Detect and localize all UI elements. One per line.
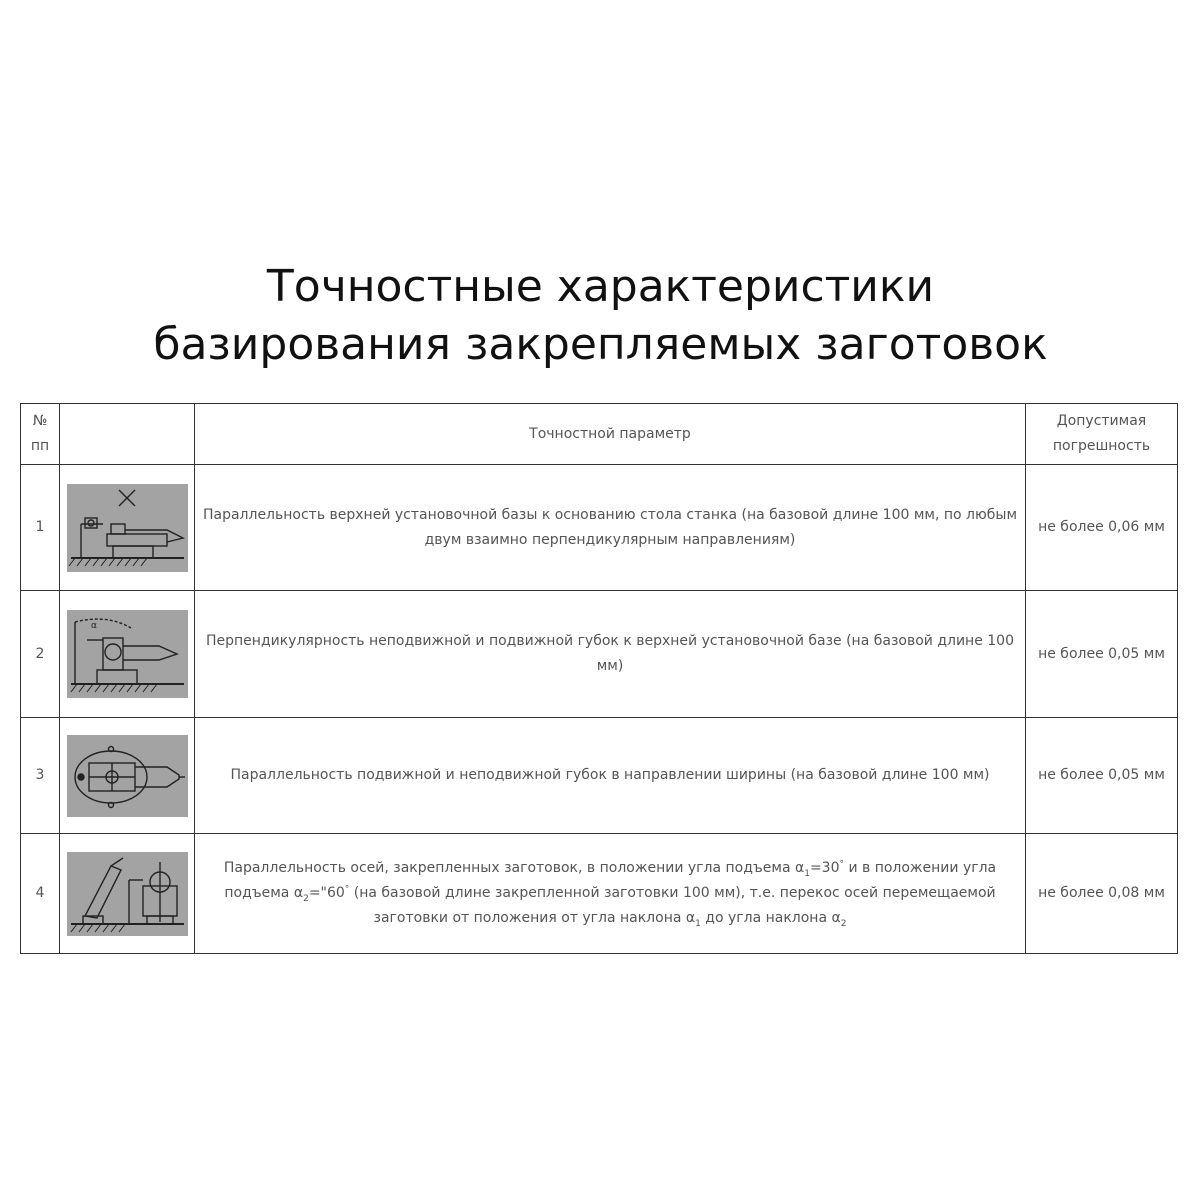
parameter-text: Параллельность подвижной и неподвижной губок в направлении ширины (на базовой длине 100 мм) bbox=[230, 767, 990, 783]
jaw-parallelism-top-view-sketch bbox=[67, 735, 188, 817]
parameter-text bbox=[223, 859, 997, 929]
illustration-cell bbox=[60, 834, 195, 954]
tolerance-cell: не более 0,08 мм bbox=[1026, 834, 1178, 954]
page-title bbox=[0, 258, 1201, 374]
header-tolerance-line-2: погрешность bbox=[1052, 438, 1151, 454]
row-number: 3 bbox=[21, 718, 60, 834]
parameter-text-part: Параллельность осей, закрепленных заготовок, в положении угла подъема α bbox=[223, 860, 805, 876]
degree-symbol: ° bbox=[344, 884, 350, 895]
parameter-text-part: и в положении угла подъема α bbox=[224, 860, 997, 901]
subscript-index: 2 bbox=[840, 918, 847, 929]
parameter-text-part: ="60 bbox=[308, 885, 345, 901]
tolerance-cell: не более 0,05 мм bbox=[1026, 718, 1178, 834]
header-illustration bbox=[60, 404, 195, 465]
svg-text:α: α bbox=[90, 621, 97, 631]
header-parameter: Точностной параметр bbox=[195, 404, 1026, 465]
row-number: 4 bbox=[21, 834, 60, 954]
subscript-index: 1 bbox=[804, 868, 810, 879]
parameter-cell bbox=[195, 465, 1026, 591]
parameter-cell bbox=[195, 834, 1026, 954]
parameter-cell bbox=[195, 591, 1026, 718]
table-row bbox=[21, 591, 1178, 718]
parameter-text-part: до угла наклона α bbox=[700, 910, 841, 926]
table-row bbox=[21, 465, 1178, 591]
header-number-line-1: № bbox=[32, 413, 48, 429]
tolerance-cell: не более 0,05 мм bbox=[1026, 591, 1178, 718]
parameter-text-part: (на базовой длине закрепленной заготовки 100 мм), т.е. перекос осей перемещаемой заготовки от положения от угла наклона α bbox=[349, 885, 996, 926]
page-title-line-1: Точностные характеристики bbox=[266, 261, 935, 312]
header-tolerance bbox=[1026, 404, 1178, 465]
jaw-perpendicularity-sketch bbox=[67, 610, 188, 698]
illustration-cell bbox=[60, 718, 195, 834]
accuracy-specification-table bbox=[20, 403, 1178, 954]
parameter-text-part: =30 bbox=[809, 860, 840, 876]
row-number: 1 bbox=[21, 465, 60, 591]
subscript-index: 1 bbox=[695, 918, 701, 929]
table-row bbox=[21, 834, 1178, 954]
table-header-row bbox=[21, 404, 1178, 465]
header-number bbox=[21, 404, 60, 465]
parameter-cell bbox=[195, 718, 1026, 834]
vise-base-parallelism-sketch bbox=[67, 484, 188, 572]
header-tolerance-line-1: Допустимая bbox=[1056, 413, 1147, 429]
table-row bbox=[21, 718, 1178, 834]
tolerance-cell: не более 0,06 мм bbox=[1026, 465, 1178, 591]
subscript-index: 2 bbox=[303, 893, 309, 904]
illustration-cell bbox=[60, 591, 195, 718]
tilted-axis-parallelism-sketch bbox=[67, 852, 188, 936]
parameter-text: Перпендикулярность неподвижной и подвижной губок к верхней установочной базе (на базовой длине 100 мм) bbox=[206, 633, 1014, 674]
header-number-line-2: пп bbox=[30, 438, 50, 454]
illustration-cell bbox=[60, 465, 195, 591]
degree-symbol: ° bbox=[839, 859, 844, 870]
row-number: 2 bbox=[21, 591, 60, 718]
parameter-text: Параллельность верхней установочной базы к основанию стола станка (на базовой длине 100 мм, по любым двум взаимно перпендикулярным направлениям) bbox=[202, 506, 1018, 548]
page-title-line-2: базирования закрепляемых заготовок bbox=[153, 319, 1048, 370]
